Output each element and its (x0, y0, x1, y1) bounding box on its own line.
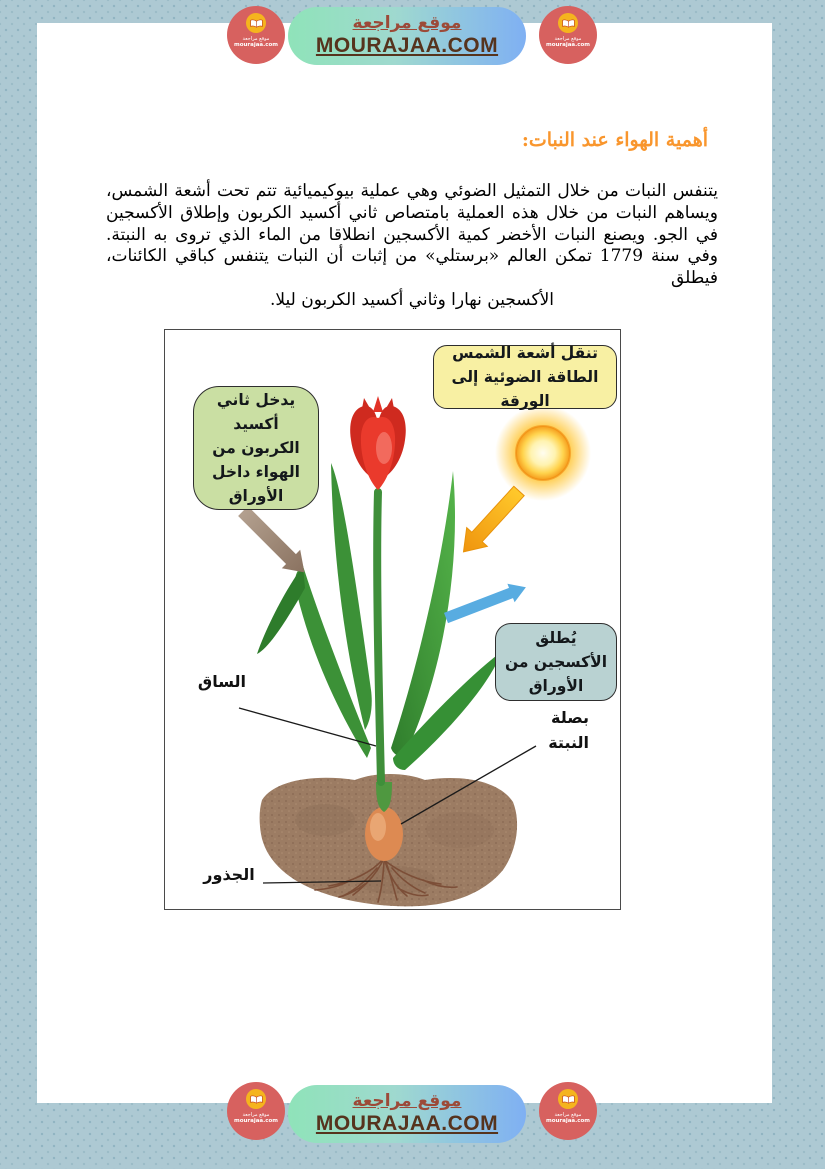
label-roots: الجذور (203, 865, 255, 884)
book-icon (246, 13, 266, 33)
oxygen-arrow-icon (444, 584, 526, 623)
plant-diagram-frame (164, 329, 621, 910)
badge-text-ar: موقع مراجعة (554, 1112, 582, 1118)
badge-text-ar: موقع مراجعة (242, 1112, 270, 1118)
badge-text-ar: موقع مراجعة (554, 36, 582, 42)
stem-illustration (377, 492, 381, 782)
book-icon-glyph (250, 19, 263, 28)
header-banner (288, 7, 526, 65)
book-icon (246, 1089, 266, 1109)
book-icon (558, 1089, 578, 1109)
site-domain-link[interactable]: MOURAJAA.COM (315, 33, 499, 57)
page-title: أهمية الهواء عند النبات: (521, 129, 708, 151)
paragraph-line: الأكسجين نهارا وثاني أكسيد الكربون ليلا. (269, 289, 554, 310)
mourajaa-badge (227, 1082, 285, 1140)
tulip-flower-illustration (350, 396, 406, 490)
sunlight-arrow-icon (464, 486, 525, 552)
badge-text-domain: mourajaa.com (545, 42, 591, 48)
label-bulb-line1: بصلة (550, 708, 589, 727)
book-icon-glyph (250, 1095, 263, 1104)
label-stem: الساق (197, 672, 246, 691)
book-icon-glyph (562, 1095, 575, 1104)
paragraph-line: في الجو. ويصنع النبات الأخضر كمية الأكسجين انطلاقا من الماء الذي تروى به النبتة. (106, 224, 718, 245)
badge-text-domain: mourajaa.com (233, 1118, 279, 1124)
paragraph-line: وفي سنة 1779 تمكن العالم «برستلي» من إثبات أن النبات يتنفس كباقي الكائنات، فيطلق (106, 246, 718, 289)
callout-sunlight: تنقل أشعة الشمس الطاقة الضوئية إلى الورقة (433, 345, 617, 409)
co2-arrow-icon (238, 506, 304, 572)
sun-icon (495, 405, 591, 501)
label-bulb-line2: النبتة (548, 732, 589, 752)
site-name-link[interactable]: موقع مراجعة (352, 13, 462, 34)
footer-banner (288, 1085, 526, 1143)
badge-text-domain: mourajaa.com (233, 42, 279, 48)
book-icon (558, 13, 578, 33)
badge-text-ar: موقع مراجعة (242, 36, 270, 42)
label-bulb (533, 706, 589, 756)
body-paragraph (106, 181, 718, 312)
site-domain-link[interactable]: MOURAJAA.COM (315, 1111, 499, 1135)
callout-oxygen: يُطلق الأكسجين من الأوراق (495, 623, 617, 701)
mourajaa-badge (539, 6, 597, 64)
site-name-link[interactable]: موقع مراجعة (352, 1091, 462, 1112)
mourajaa-badge (227, 6, 285, 64)
paragraph-line: ويساهم النبات من خلال هذه العملية بامتصاص ثاني أكسيد الكربون وإطلاق الأكسجين (106, 202, 718, 223)
callout-co2: يدخل ثاني أكسيد الكربون من الهواء داخل الأوراق (193, 386, 319, 510)
badge-text-domain: mourajaa.com (545, 1118, 591, 1124)
mourajaa-badge (539, 1082, 597, 1140)
paragraph-line: يتنفس النبات من خلال التمثيل الضوئي وهي عملية بيوكيميائية تتم تحت أشعة الشمس، (106, 181, 718, 201)
book-icon-glyph (562, 19, 575, 28)
